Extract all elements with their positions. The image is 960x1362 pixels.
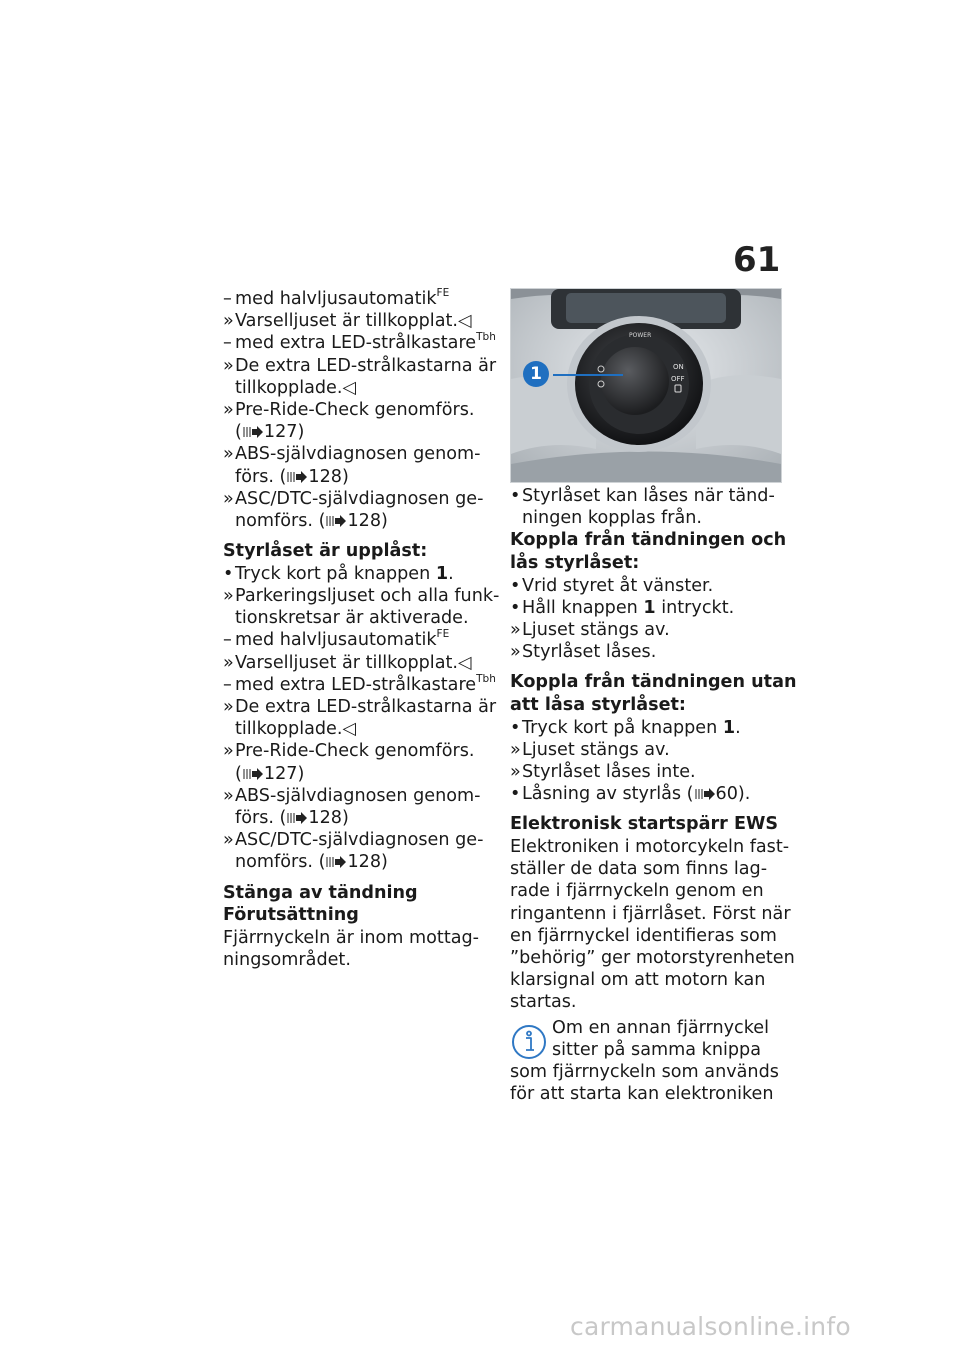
- continuation-line: ningen kopplas från.: [522, 508, 702, 529]
- result-text: Pre-Ride-Check genomförs.: [235, 400, 475, 421]
- section-heading: Koppla från tändningen utan: [510, 672, 797, 693]
- paragraph-line: startas.: [510, 992, 577, 1013]
- section-heading: Elektronisk startspärr EWS: [510, 814, 779, 835]
- reference-page: 127): [263, 763, 305, 784]
- section-heading: Koppla från tändningen och: [510, 530, 787, 551]
- result-line: [223, 355, 497, 377]
- right-column: [510, 288, 797, 1105]
- result-line: [223, 443, 491, 465]
- page-reference-icon: [242, 768, 264, 780]
- paragraph-line: klarsignal om att motorn kan: [510, 970, 766, 991]
- page-number: 61: [733, 240, 781, 280]
- result-text: Ljuset stängs av.: [522, 739, 670, 760]
- page-reference-icon: [286, 471, 308, 483]
- condition-line: [223, 288, 491, 310]
- list-marker: •: [510, 597, 521, 618]
- condition-line: [223, 331, 496, 354]
- option-code: FE: [436, 287, 450, 299]
- list-marker: »: [510, 620, 521, 640]
- paragraph-line: Fjärrnyckeln är inom mottag-: [223, 927, 480, 948]
- list-marker: »: [223, 741, 234, 762]
- page-reference-icon: [286, 812, 308, 824]
- on-label: ON: [673, 363, 684, 371]
- info-icon: [510, 1023, 548, 1061]
- continuation-line: tillkopplade.◁: [235, 377, 357, 398]
- list-marker: »: [223, 785, 234, 806]
- result-line: [223, 829, 491, 851]
- page-reference-icon: [325, 856, 347, 868]
- section-heading: Förutsättning: [223, 905, 359, 926]
- callout-reference: 1: [435, 563, 449, 584]
- page-reference-icon: [325, 515, 347, 527]
- page-reference-line: [223, 807, 491, 829]
- bullet-text: Styrlåset kan låses när tänd-: [522, 486, 775, 506]
- list-marker: •: [510, 575, 521, 596]
- section-heading: lås styrlåset:: [510, 553, 640, 573]
- continuation-line: tillkopplade.◁: [235, 719, 357, 740]
- bullet-line: [223, 563, 491, 585]
- reference-prefix: förs. (: [235, 466, 287, 487]
- paragraph-line: rade i fjärrnyckeln genom en: [510, 881, 764, 902]
- condition-line: [223, 672, 496, 696]
- ignition-switch-photo: [510, 288, 782, 483]
- list-marker: •: [510, 486, 521, 506]
- condition-text: med halvljusautomatik: [235, 289, 437, 309]
- result-line: [223, 652, 491, 674]
- list-marker: »: [223, 830, 234, 851]
- page-reference-line: [223, 421, 491, 443]
- page-reference-line: [223, 510, 491, 532]
- list-marker: »: [223, 311, 234, 332]
- list-marker: –: [223, 333, 232, 354]
- reference-page: 128): [308, 466, 349, 487]
- list-marker: »: [223, 586, 234, 607]
- bullet-line: [510, 485, 782, 507]
- continuation-line: tionskretsar är aktiverade.: [235, 608, 469, 629]
- reference-prefix: förs. (: [235, 808, 287, 829]
- callout-reference: 1: [722, 717, 736, 738]
- result-line: [223, 399, 491, 421]
- bullet-suffix: .: [735, 717, 741, 738]
- result-line: [510, 761, 782, 783]
- paragraph-line: en fjärrnyckel identifieras som: [510, 925, 777, 946]
- result-line: [510, 619, 782, 641]
- result-text: Styrlåset låses.: [522, 642, 657, 663]
- result-line: [223, 310, 491, 332]
- result-line: [223, 696, 497, 718]
- result-text: Ljuset stängs av.: [522, 620, 670, 640]
- bullet-text: Vrid styret åt vänster.: [522, 575, 714, 596]
- result-line: [223, 585, 500, 607]
- reference-prefix: (: [235, 763, 242, 784]
- section-heading: att låsa styrlåset:: [510, 695, 686, 715]
- paragraph-line: Elektroniken i motorcykeln fast-: [510, 837, 790, 857]
- page-reference-icon: [242, 426, 264, 438]
- list-marker: •: [223, 563, 234, 584]
- result-text: Varselljuset är tillkopplat.◁: [235, 652, 472, 673]
- reference-page: 128): [308, 808, 349, 829]
- option-code: Tbh: [476, 672, 496, 685]
- list-marker: –: [223, 289, 232, 309]
- reference-page: 128): [347, 852, 388, 873]
- list-marker: »: [510, 739, 521, 760]
- paragraph-line: ringantenn i fjärrlåset. Först när: [510, 903, 791, 924]
- list-marker: •: [510, 717, 521, 738]
- result-text: De extra LED-strålkastarna är: [235, 355, 497, 376]
- paragraph-line: ställer de data som finns lag-: [510, 859, 768, 880]
- note-line: Om en annan fjärrnyckel: [552, 1017, 769, 1038]
- result-text: Varselljuset är tillkopplat.◁: [235, 311, 472, 332]
- condition-text: med halvljusautomatik: [235, 630, 437, 651]
- off-label: OFF: [671, 375, 685, 383]
- bullet-suffix: intryckt.: [655, 597, 735, 618]
- result-text: Styrlåset låses inte.: [522, 762, 696, 782]
- result-text: ABS-självdiagnosen genom-: [235, 444, 481, 465]
- bullet-line: [510, 575, 782, 597]
- reference-prefix: nomförs. (: [235, 852, 326, 873]
- note-line: sitter på samma knippa: [552, 1039, 761, 1060]
- reference-page: 128): [347, 511, 388, 532]
- result-line: [223, 785, 491, 807]
- list-marker: »: [223, 355, 234, 376]
- result-line: [223, 740, 491, 762]
- list-marker: –: [223, 674, 232, 695]
- list-marker: »: [223, 400, 234, 421]
- result-line: [510, 739, 782, 761]
- info-note: [510, 1017, 782, 1106]
- bullet-text: Tryck kort på knappen: [235, 563, 436, 584]
- page-reference-icon: [694, 788, 716, 800]
- section-heading: Stänga av tändning: [223, 882, 418, 903]
- result-line: [223, 488, 491, 510]
- bullet-text: Tryck kort på knappen: [522, 717, 723, 738]
- list-marker: »: [223, 652, 234, 673]
- list-marker: –: [223, 630, 232, 651]
- section-heading: Styrlåset är upplåst:: [223, 541, 428, 562]
- result-text: De extra LED-strålkastarna är: [235, 697, 497, 718]
- paragraph-line: ningsområdet.: [223, 950, 351, 971]
- list-marker: »: [510, 642, 521, 663]
- result-text: ASC/DTC-självdiagnosen ge-: [235, 830, 484, 851]
- result-text: ABS-självdiagnosen genom-: [235, 785, 481, 806]
- note-line: som fjärrnyckeln som används: [510, 1062, 779, 1083]
- condition-text: med extra LED-strålkastare: [235, 674, 477, 695]
- bullet-line: [510, 597, 782, 619]
- bullet-text: Håll knappen: [522, 597, 644, 618]
- list-marker: »: [510, 762, 521, 782]
- page-reference-line: [223, 466, 491, 488]
- list-marker: •: [510, 784, 521, 805]
- callout-1: 1: [523, 361, 549, 387]
- watermark-footer: carmanualsonline.info: [570, 1312, 851, 1341]
- option-code: FE: [436, 628, 450, 641]
- paragraph-line: ”behörig” ger motorstyrenheten: [510, 948, 795, 969]
- callout-reference: 1: [643, 597, 656, 618]
- power-label: POWER: [629, 332, 652, 339]
- bullet-line: [510, 717, 782, 739]
- result-text: ASC/DTC-självdiagnosen ge-: [235, 488, 484, 509]
- bullet-text: Låsning av styrlås (: [522, 784, 694, 805]
- condition-text: med extra LED-strålkastare: [235, 333, 477, 354]
- bullet-suffix: .: [448, 563, 454, 584]
- condition-line: [223, 629, 491, 651]
- list-marker: »: [223, 697, 234, 718]
- result-line: [510, 641, 782, 663]
- reference-page: 127): [263, 422, 305, 443]
- page-reference-line: [223, 763, 491, 785]
- left-column: [223, 287, 500, 971]
- list-marker: »: [223, 444, 234, 465]
- reference-page: 60).: [715, 784, 751, 805]
- note-line: för att starta kan elektroniken: [510, 1084, 774, 1105]
- page-reference-line: [223, 851, 491, 873]
- result-text: Parkeringsljuset och alla funk-: [235, 586, 500, 607]
- list-marker: »: [223, 488, 234, 509]
- option-code: Tbh: [476, 331, 496, 344]
- reference-prefix: (: [235, 422, 242, 443]
- reference-prefix: nomförs. (: [235, 511, 326, 532]
- bullet-line: [510, 783, 782, 805]
- result-text: Pre-Ride-Check genomförs.: [235, 741, 475, 762]
